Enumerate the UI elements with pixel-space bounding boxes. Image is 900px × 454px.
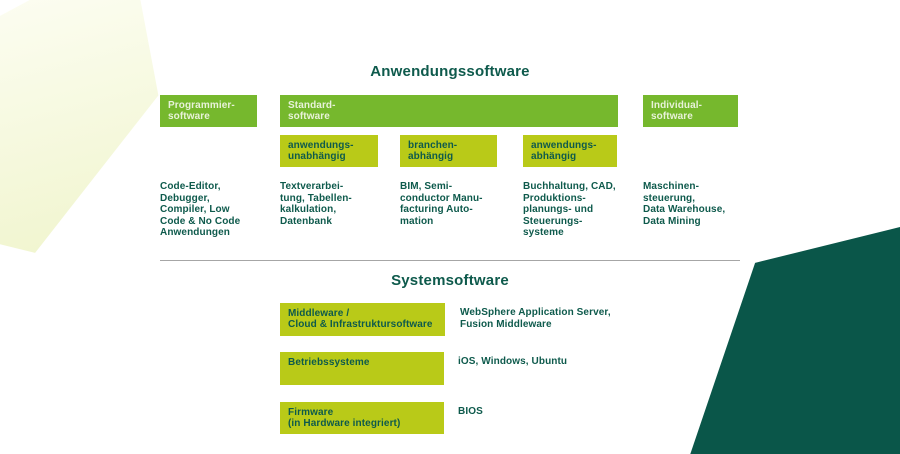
box-standardsoftware: Standard- software (280, 95, 618, 127)
box-firmware: Firmware (in Hardware integriert) (280, 402, 444, 434)
box-middleware-cloud-infrastruktursoftware: Middleware / Cloud & Infrastruktursoftware (280, 303, 445, 336)
examples-programmiersoftware: Code-Editor, Debugger, Compiler, Low Code & No Code Anwendungen (160, 181, 241, 238)
box-betriebssysteme: Betriebssysteme (280, 352, 444, 385)
examples-anwendungs-unabhaengig: Textverarbei- tung, Tabellen- kalkulation, Datenbank (280, 181, 352, 227)
examples-firmware: BIOS (458, 406, 483, 417)
box-anwendungs-abhaengig: anwendungs- abhängig (523, 135, 617, 167)
box-anwendungs-unabhaengig: anwendungs- unabhängig (280, 135, 378, 167)
section-title-systemsoftware: Systemsoftware (391, 272, 509, 289)
box-branchen-abhaengig: branchen- abhängig (400, 135, 497, 167)
box-programmiersoftware: Programmier- software (160, 95, 257, 127)
section-divider (160, 260, 740, 261)
section-title-anwendungssoftware: Anwendungssoftware (370, 63, 530, 80)
examples-middleware: WebSphere Application Server, Fusion Middleware (460, 307, 611, 330)
examples-branchen-abhaengig: BIM, Semi- conductor Manu- facturing Auto- mation (400, 181, 483, 227)
box-individualsoftware: Individual- software (643, 95, 738, 127)
examples-betriebssysteme: iOS, Windows, Ubuntu (458, 356, 568, 367)
examples-anwendungs-abhaengig: Buchhaltung, CAD, Produktions- planungs- und Steuerungs- systeme (523, 181, 616, 238)
examples-individualsoftware: Maschinen- steuerung, Data Warehouse, Data Mining (643, 181, 726, 227)
